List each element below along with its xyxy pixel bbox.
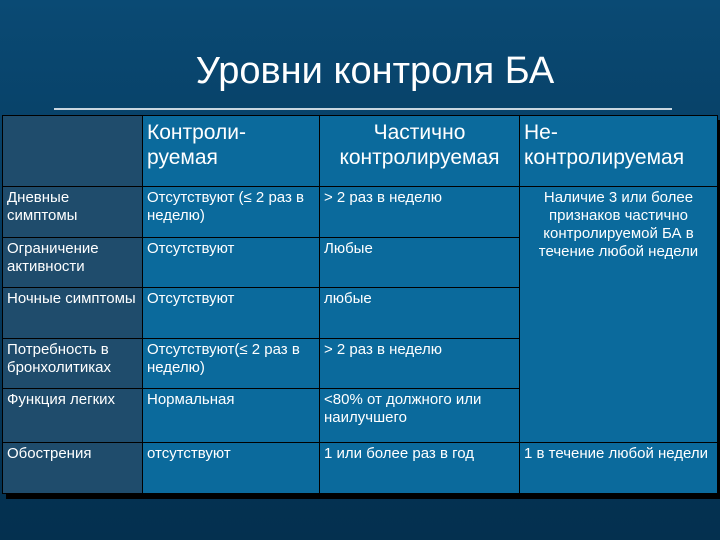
cell-uncontrolled: 1 в течение любой недели [520, 443, 718, 494]
header-empty-cell [3, 116, 143, 187]
header-partial: Частично контролируемая [320, 116, 520, 187]
cell-controlled: Отсутствуют (≤ 2 раз в неделю) [143, 187, 320, 238]
header-uncontrolled: Не- контролируемая [520, 116, 718, 187]
cell-partial: > 2 раз в неделю [320, 339, 520, 389]
row-label-activity-limitation: Ограничение активности [3, 238, 143, 288]
cell-controlled: Отсутствуют [143, 238, 320, 288]
cell-controlled: отсутствуют [143, 443, 320, 494]
asthma-control-table [2, 115, 718, 494]
table-row [3, 443, 718, 494]
cell-partial: 1 или более раз в год [320, 443, 520, 494]
cell-partial: > 2 раз в неделю [320, 187, 520, 238]
row-label-exacerbations: Обострения [3, 443, 143, 494]
cell-uncontrolled-merged: Наличие 3 или более признаков частично контролируемой БА в течение любой недели [520, 187, 718, 443]
header-controlled: Контроли- руемая [143, 116, 320, 187]
slide-title: Уровни контроля БА [195, 50, 555, 92]
row-label-night-symptoms: Ночные симптомы [3, 288, 143, 339]
cell-partial: Любые [320, 238, 520, 288]
row-label-day-symptoms: Дневные симптомы [3, 187, 143, 238]
table-header-row [3, 116, 718, 187]
cell-partial: любые [320, 288, 520, 339]
cell-controlled: Отсутствуют(≤ 2 раз в неделю) [143, 339, 320, 389]
table-row [3, 187, 718, 238]
title-underline [54, 108, 672, 110]
cell-partial: <80% от должного или наилучшего [320, 389, 520, 443]
row-label-lung-function: Функция легких [3, 389, 143, 443]
cell-controlled: Отсутствуют [143, 288, 320, 339]
cell-controlled: Нормальная [143, 389, 320, 443]
row-label-reliever-need: Потребность в бронхолитиках [3, 339, 143, 389]
